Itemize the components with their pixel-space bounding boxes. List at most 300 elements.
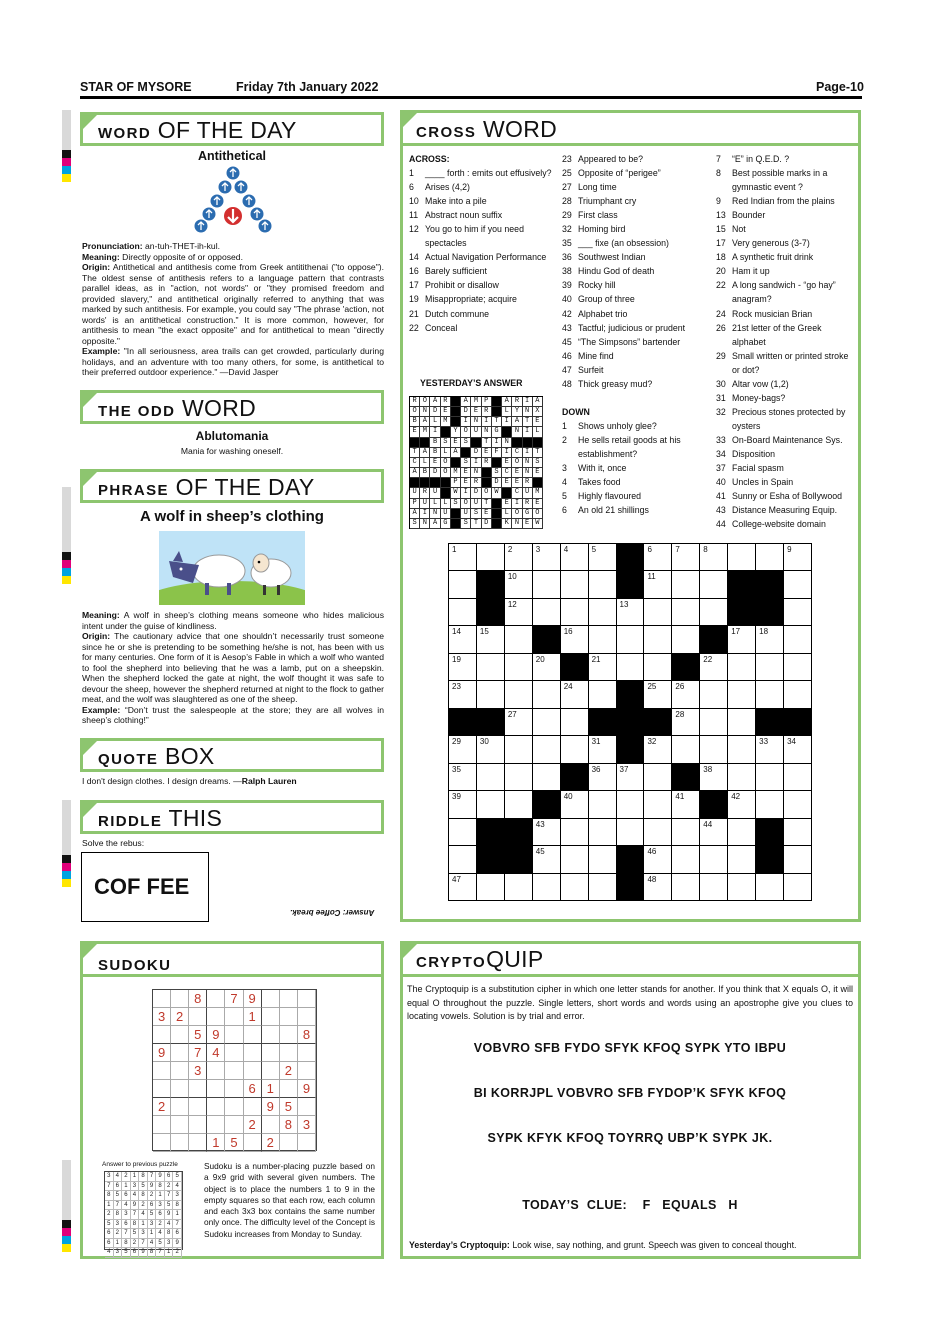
crossword-cell[interactable] [505,544,533,571]
black-square [784,709,812,736]
empty-cell[interactable] [171,1116,189,1134]
answer-cell: 6 [173,1229,182,1239]
given-number: 5 [225,1134,243,1152]
clue-row [562,307,712,321]
empty-cell[interactable] [171,1026,189,1044]
clue-number: 22 [703,654,713,664]
answer-cell: D [482,519,492,529]
crossword-cell[interactable] [505,736,533,763]
answer-cell: 2 [148,1191,157,1201]
answer-cell: A [512,417,522,427]
answer-cell: U [471,427,481,437]
crossword-cell[interactable] [449,819,477,846]
empty-cell[interactable] [225,1008,243,1026]
crossword-cell[interactable] [728,819,756,846]
crossword-cell[interactable] [505,709,533,736]
answer-cell: E [533,499,543,509]
crossword-cell[interactable] [784,626,812,653]
crossword-cell[interactable] [672,791,700,818]
clue-row [562,208,712,222]
empty-cell[interactable] [207,1116,225,1134]
answer-cell [451,397,461,407]
clue-row [409,307,557,321]
answer-cell [451,417,461,427]
crossword-cell[interactable] [533,544,561,571]
crossword-cell[interactable] [449,874,477,901]
crossword-cell[interactable] [477,791,505,818]
crossword-cell[interactable] [561,819,589,846]
crossword-cell[interactable] [561,544,589,571]
crossword-cell[interactable] [728,791,756,818]
empty-cell[interactable] [171,1062,189,1080]
crossword-cell[interactable] [477,654,505,681]
empty-cell[interactable] [280,1134,298,1152]
empty-cell[interactable] [207,1008,225,1026]
answer-cell: D [471,488,481,498]
crossword-cell[interactable] [644,874,672,901]
crossword-cell[interactable] [533,654,561,681]
answer-cell: 6 [122,1191,131,1201]
empty-cell[interactable] [225,1098,243,1116]
crossword-cell[interactable] [449,544,477,571]
answer-cell: A [420,417,430,427]
clue-list [562,152,712,391]
black-square [756,846,784,873]
empty-cell[interactable] [298,1062,316,1080]
crossword-cell[interactable] [533,709,561,736]
empty-cell[interactable] [280,1008,298,1026]
crossword-cell[interactable] [672,571,700,598]
clue-row [562,278,712,292]
crossword-cell[interactable] [449,681,477,708]
crossword-cell[interactable] [505,681,533,708]
crossword-cell[interactable] [477,874,505,901]
crossword-cell[interactable] [644,681,672,708]
clue-number: 32 [562,224,572,235]
crossword-cell[interactable] [784,544,812,571]
crossword-cell[interactable] [505,571,533,598]
clue-row [562,250,712,264]
clue-number: 1 [409,168,414,179]
clue-number: 32 [647,737,657,747]
crossword-cell[interactable] [477,681,505,708]
crossword-cell[interactable] [589,571,617,598]
crossword-cell[interactable] [644,599,672,626]
empty-cell[interactable] [225,1044,243,1062]
crossword-cell[interactable] [589,874,617,901]
crossword-cell[interactable] [672,819,700,846]
crossword-cell[interactable] [617,654,645,681]
empty-cell[interactable] [189,1134,207,1152]
crossword-cell[interactable] [700,654,728,681]
empty-cell[interactable] [171,1080,189,1098]
riddle-answer: Answer: Coffee break. [290,908,375,917]
empty-cell[interactable] [153,1080,171,1098]
empty-cell[interactable] [189,1008,207,1026]
empty-cell[interactable] [280,1026,298,1044]
crossword-cell[interactable] [700,764,728,791]
clue-number: 20 [716,266,726,277]
answer-cell: S [533,458,543,468]
crossword-cell[interactable] [589,654,617,681]
crossword-cell[interactable] [533,681,561,708]
crossword-cell[interactable] [561,571,589,598]
crossword-cell[interactable] [784,599,812,626]
clue-number: 7 [675,545,680,554]
crossword-cell[interactable] [589,626,617,653]
crossword-cell[interactable] [756,626,784,653]
empty-cell[interactable] [262,990,280,1008]
crossword-cell[interactable] [561,626,589,653]
crossword-cell[interactable] [561,736,589,763]
quote-author: Ralph Lauren [241,776,297,786]
crossword-cell[interactable] [589,544,617,571]
clue-text: Opposite of “perigee” [578,168,661,179]
crossword-cell[interactable] [784,681,812,708]
clue-text: Appeared to be? [578,154,644,164]
empty-cell[interactable] [171,990,189,1008]
empty-cell[interactable] [298,1098,316,1116]
empty-cell[interactable] [153,1062,171,1080]
crossword-cell[interactable] [672,846,700,873]
answer-cell: 9 [148,1182,157,1192]
empty-cell[interactable] [189,1116,207,1134]
color-bar [62,1228,71,1236]
crossword-cell[interactable] [784,846,812,873]
empty-cell[interactable] [244,1098,262,1116]
featured-word: Antithetical [197,149,267,163]
clue-number: 3 [562,462,567,473]
crossword-cell[interactable] [477,544,505,571]
empty-cell[interactable] [244,1134,262,1152]
crossword-cell[interactable] [784,791,812,818]
answer-cell: 1 [131,1172,140,1182]
crossword-cell[interactable] [644,654,672,681]
empty-cell[interactable] [280,990,298,1008]
crossword-cell[interactable] [644,571,672,598]
crossword-cell[interactable] [756,791,784,818]
empty-cell[interactable] [262,1062,280,1080]
crossword-cell[interactable] [644,764,672,791]
clue-number: 45 [562,336,572,347]
crossword-cell[interactable] [617,791,645,818]
crossword-cell[interactable] [449,654,477,681]
crossword-cell[interactable] [728,654,756,681]
crossword-cell[interactable] [644,736,672,763]
answer-cell: L [430,499,440,509]
crossword-cell[interactable] [533,874,561,901]
across-clues-col1 [409,152,557,335]
empty-cell[interactable] [153,1026,171,1044]
crossword-cell[interactable] [505,791,533,818]
empty-cell[interactable] [280,1080,298,1098]
answer-cell: 7 [139,1239,148,1249]
crossword-cell[interactable] [700,846,728,873]
empty-cell[interactable] [225,1062,243,1080]
crossword-cell[interactable] [589,791,617,818]
empty-cell[interactable] [225,1026,243,1044]
crossword-cell[interactable] [505,764,533,791]
answer-cell: 6 [156,1210,165,1220]
answer-cell: 5 [139,1182,148,1192]
answer-cell: E [533,468,543,478]
clue-text: Mine find [578,350,614,361]
answer-cell: 4 [114,1172,123,1182]
crossword-cell[interactable] [561,791,589,818]
crossword-cell[interactable] [700,544,728,571]
crossword-cell[interactable] [700,599,728,626]
answer-cell: N [420,407,430,417]
crossword-cell[interactable] [784,764,812,791]
clue-row [716,222,856,236]
crossword-cell[interactable] [505,626,533,653]
answer-cell: G [492,427,502,437]
clue-number: 38 [562,266,572,277]
clue-number: 12 [409,224,419,235]
crossword-cell[interactable] [784,571,812,598]
empty-cell[interactable] [207,990,225,1008]
empty-cell[interactable] [244,1062,262,1080]
answer-cell: A [533,397,543,407]
answer-cell: 3 [156,1201,165,1211]
crossword-cell[interactable] [756,764,784,791]
answer-cell: A [430,397,440,407]
clue-number: 38 [703,764,713,774]
crossword-cell[interactable] [728,846,756,873]
empty-cell[interactable] [298,1044,316,1062]
clue-row [716,194,856,208]
clue-text: An old 21 shillings [578,505,649,516]
crossword-cell[interactable] [589,764,617,791]
answer-cell: G [523,509,533,519]
crossword-cell[interactable] [728,764,756,791]
crossword-cell[interactable] [756,681,784,708]
crossword-cell[interactable] [672,599,700,626]
crossword-cell[interactable] [449,626,477,653]
crossword-cell[interactable] [700,709,728,736]
crossword-cell[interactable] [617,764,645,791]
answer-cell: 6 [131,1248,140,1258]
answer-cell: P [482,397,492,407]
empty-cell[interactable] [153,990,171,1008]
crossword-cell[interactable] [672,874,700,901]
empty-cell[interactable] [262,1026,280,1044]
riddle-title: THIS [168,805,223,831]
answer-cell [482,478,492,488]
crossword-cell[interactable] [700,736,728,763]
answer-cell: L [420,458,430,468]
crossword-cell[interactable] [561,846,589,873]
crossword-cell[interactable] [449,791,477,818]
empty-cell[interactable] [244,1044,262,1062]
crossword-cell[interactable] [672,626,700,653]
crossword-cell[interactable] [644,544,672,571]
answer-cell [441,478,451,488]
crossword-cell[interactable] [756,544,784,571]
crossword-cell[interactable] [617,626,645,653]
clue-number: 43 [716,505,726,516]
empty-cell[interactable] [298,1134,316,1152]
crossword-cell[interactable] [728,544,756,571]
answer-cell: I [523,448,533,458]
crossword-cell[interactable] [756,874,784,901]
crossword-cell[interactable] [449,764,477,791]
crossword-cell[interactable] [505,874,533,901]
answer-cell: M [533,488,543,498]
answer-cell: 9 [131,1201,140,1211]
answer-cell: E [410,427,420,437]
empty-cell[interactable] [262,1008,280,1026]
crossword-cell[interactable] [533,846,561,873]
empty-cell[interactable] [207,1080,225,1098]
phrase-body [82,610,384,726]
empty-cell[interactable] [280,1044,298,1062]
crossword-cell[interactable] [700,571,728,598]
crossword-cell[interactable] [533,599,561,626]
empty-cell[interactable] [171,1134,189,1152]
empty-cell[interactable] [171,1044,189,1062]
crossword-cell[interactable] [672,544,700,571]
answer-cell: B [430,448,440,458]
answer-cell: O [533,509,543,519]
crossword-cell[interactable] [533,764,561,791]
answer-cell: N [420,519,430,529]
empty-cell[interactable] [153,1116,171,1134]
answer-cell: E [502,499,512,509]
clue-text: A long sandwich - “go hay” anagram? [732,280,836,305]
empty-cell[interactable] [298,990,316,1008]
crossword-cell[interactable] [477,764,505,791]
answer-cell: I [430,427,440,437]
empty-cell[interactable] [207,1062,225,1080]
crossword-cell[interactable] [644,846,672,873]
empty-cell[interactable] [225,1116,243,1134]
crossword-cell[interactable] [561,599,589,626]
clue-row [716,349,856,377]
clue-row [562,166,712,180]
answer-cell: 6 [105,1229,114,1239]
answer-cell: 3 [173,1191,182,1201]
empty-cell[interactable] [207,1098,225,1116]
quote-title: BOX [165,743,215,769]
label: Example: [82,704,121,715]
black-square [505,846,533,873]
crossword-cell[interactable] [589,681,617,708]
empty-cell[interactable] [189,1080,207,1098]
given-number: 1 [244,1008,262,1026]
crossword-cell[interactable] [784,819,812,846]
crossword-cell[interactable] [449,571,477,598]
crossword-cell[interactable] [477,736,505,763]
empty-cell[interactable] [262,1044,280,1062]
given-number: 6 [244,1080,262,1098]
answer-cell [492,397,502,407]
crossword-cell[interactable] [728,709,756,736]
answer-cell: 8 [131,1220,140,1230]
empty-cell[interactable] [244,1026,262,1044]
answer-cell: O [512,509,522,519]
clue-number: 11 [409,210,419,221]
answer-cell [471,438,481,448]
empty-cell[interactable] [189,1098,207,1116]
answer-cell: 8 [156,1182,165,1192]
crossword-cell[interactable] [728,681,756,708]
todays-clue: TODAY’S CLUE: F EQUALS H [522,1198,738,1212]
crossword-cell[interactable] [449,599,477,626]
crossword-cell[interactable] [672,681,700,708]
clue-text: Ham it up [732,266,770,277]
crossword-cell[interactable] [672,736,700,763]
crossword-cell[interactable] [784,874,812,901]
crossword-cell[interactable] [449,846,477,873]
answer-cell: N [471,417,481,427]
empty-cell[interactable] [225,1080,243,1098]
crossword-cell[interactable] [756,654,784,681]
crossword-cell[interactable] [728,874,756,901]
crossword-cell[interactable] [561,874,589,901]
clue-list [562,419,712,517]
clue-text: Bounder [732,210,766,221]
crossword-cell[interactable] [617,819,645,846]
crossword-cell[interactable] [561,681,589,708]
crossword-cell[interactable] [784,736,812,763]
answer-cell [492,458,502,468]
empty-cell[interactable] [171,1098,189,1116]
crossword-cell[interactable] [728,736,756,763]
answer-cell: N [523,468,533,478]
crossword-cell[interactable] [449,736,477,763]
empty-cell[interactable] [153,1134,171,1152]
crossword-cell[interactable] [644,626,672,653]
clue-text: Hindu God of death [578,266,655,277]
crossword-cell[interactable] [644,819,672,846]
crossword-cell[interactable] [505,654,533,681]
crossword-cell[interactable] [533,736,561,763]
crossword-cell[interactable] [756,736,784,763]
clue-text: Rocky hill [578,280,616,291]
crossword-cell[interactable] [784,654,812,681]
answer-cell: Y [451,427,461,437]
crossword-cell[interactable] [617,599,645,626]
crossword-cell[interactable] [533,571,561,598]
crossword-cell[interactable] [561,709,589,736]
clue-row [562,180,712,194]
crossword-cell[interactable] [505,599,533,626]
crossword-cell[interactable] [589,736,617,763]
odd-word-title: WORD [182,395,257,421]
black-square [617,846,645,873]
answer-cell: U [420,499,430,509]
answer-cell: W [533,519,543,529]
crossword-cell[interactable] [589,819,617,846]
crossword-cell[interactable] [589,599,617,626]
crossword-cell[interactable] [644,791,672,818]
crossword-cell[interactable] [672,709,700,736]
answer-cell: 4 [165,1220,174,1230]
answer-cell: A [410,509,420,519]
quote-text [82,776,297,786]
empty-cell[interactable] [262,1116,280,1134]
crossword-cell[interactable] [700,874,728,901]
crossword-cell[interactable] [477,626,505,653]
crossword-cell[interactable] [700,681,728,708]
crossword-cell[interactable] [728,626,756,653]
answer-cell: 5 [131,1229,140,1239]
empty-cell[interactable] [298,1008,316,1026]
crossword-cell[interactable] [700,819,728,846]
crossword-cell[interactable] [589,846,617,873]
crossword-cell[interactable] [533,819,561,846]
